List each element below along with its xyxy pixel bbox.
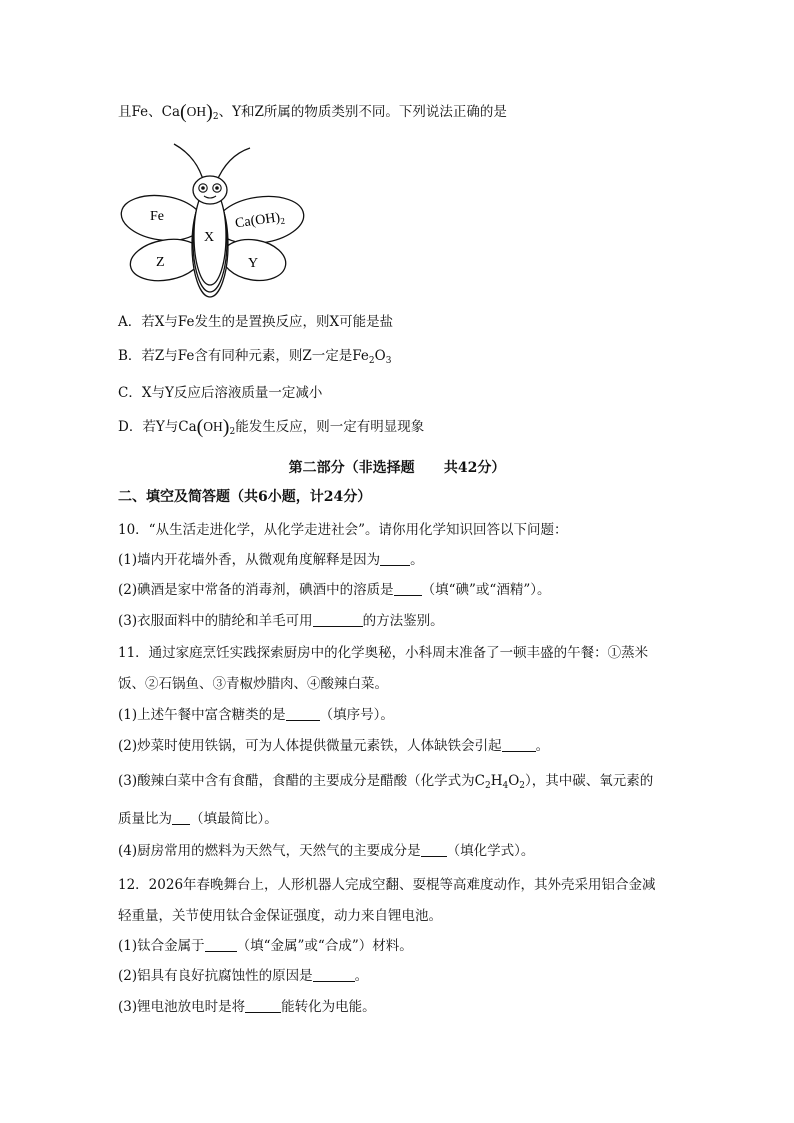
x-label: X [204, 230, 215, 245]
q9-stem-tail: 且Fe、$Ca(OH)_2$、Y和Z所属的物质类别不同。下列说法正确的是 [118, 101, 507, 123]
q11-stem-2: 饭、②石锅鱼、③青椒炒腊肉、④酸辣白菜。 [118, 676, 388, 692]
option-b: B．若Z与Fe含有同种元素，则Z一定是$Fe_2O_3$ [118, 348, 392, 366]
section-heading: 二、填空及简答题（共6小题，计24分） [118, 489, 372, 505]
option-a: A．若X与Fe发生的是置换反应，则X可能是盐 [118, 314, 394, 330]
left-antenna [174, 144, 204, 183]
q10-stem: 10．“从生活走进化学，从化学走进社会”。请你用化学知识回答以下问题： [118, 522, 568, 538]
q10-part3: (3)衣服面料中的腈纶和羊毛可用 的方法鉴别。 [118, 613, 444, 629]
q11-part4: (4)厨房常用的燃料为天然气，天然气的主要成分是 （填化学式）。 [118, 843, 535, 859]
q10-part2: (2)碘酒是家中常备的消毒剂，碘酒中的溶质是 （填“碘”或“酒精”）。 [118, 582, 551, 598]
q11-part3-cont: 质量比为 （填最简比）。 [118, 811, 278, 827]
q12-stem-2: 轻重量，关节使用钛合金保证强度，动力来自锂电池。 [118, 908, 442, 924]
q12-stem-1: 12．2026年春晚舞台上，人形机器人完成空翻、耍棍等高难度动作，其外壳采用铝合金减 [118, 877, 656, 893]
fe-label: Fe [150, 209, 164, 224]
y-label: Y [248, 256, 259, 271]
right-antenna [216, 148, 250, 183]
q11-part2: (2)炒菜时使用铁锅，可为人体提供微量元素铁，人体缺铁会引起 。 [118, 738, 550, 754]
head [193, 176, 227, 204]
q12-part2: (2)铝具有良好抗腐蚀性的原因是 。 [118, 968, 369, 984]
z-label: Z [156, 255, 165, 270]
butterfly-diagram [110, 140, 320, 305]
ca-label: $Ca(OH)_2$ [234, 210, 286, 232]
q11-part1: (1)上述午餐中富含糖类的是 （填序号）。 [118, 707, 394, 723]
q11-part3: (3)酸辣白菜中含有食醋，食醋的主要成分是醋酸（化学式为$C_2H_4O_2$），其中碳、氧元素的 [118, 773, 654, 791]
q11-stem-1: 11．通过家庭烹饪实践探索厨房中的化学奥秘，小科周末准备了一顿丰盛的午餐：①蒸米 [118, 645, 649, 661]
q10-part1: (1)墙内开花墙外香，从微观角度解释是因为 。 [118, 552, 424, 568]
q12-part3: (3)锂电池放电时是将 能转化为电能。 [118, 999, 376, 1015]
option-c: C．X与Y反应后溶液质量一定减小 [118, 385, 323, 401]
option-d: D．若Y与$Ca(OH)_2$能发生反应，则一定有明显现象 [118, 416, 425, 438]
q12-part1: (1)钛合金属于 （填“金属”或“合成”）材料。 [118, 938, 413, 954]
part-two-heading: 第二部分（非选择题 共42分） [288, 460, 506, 476]
